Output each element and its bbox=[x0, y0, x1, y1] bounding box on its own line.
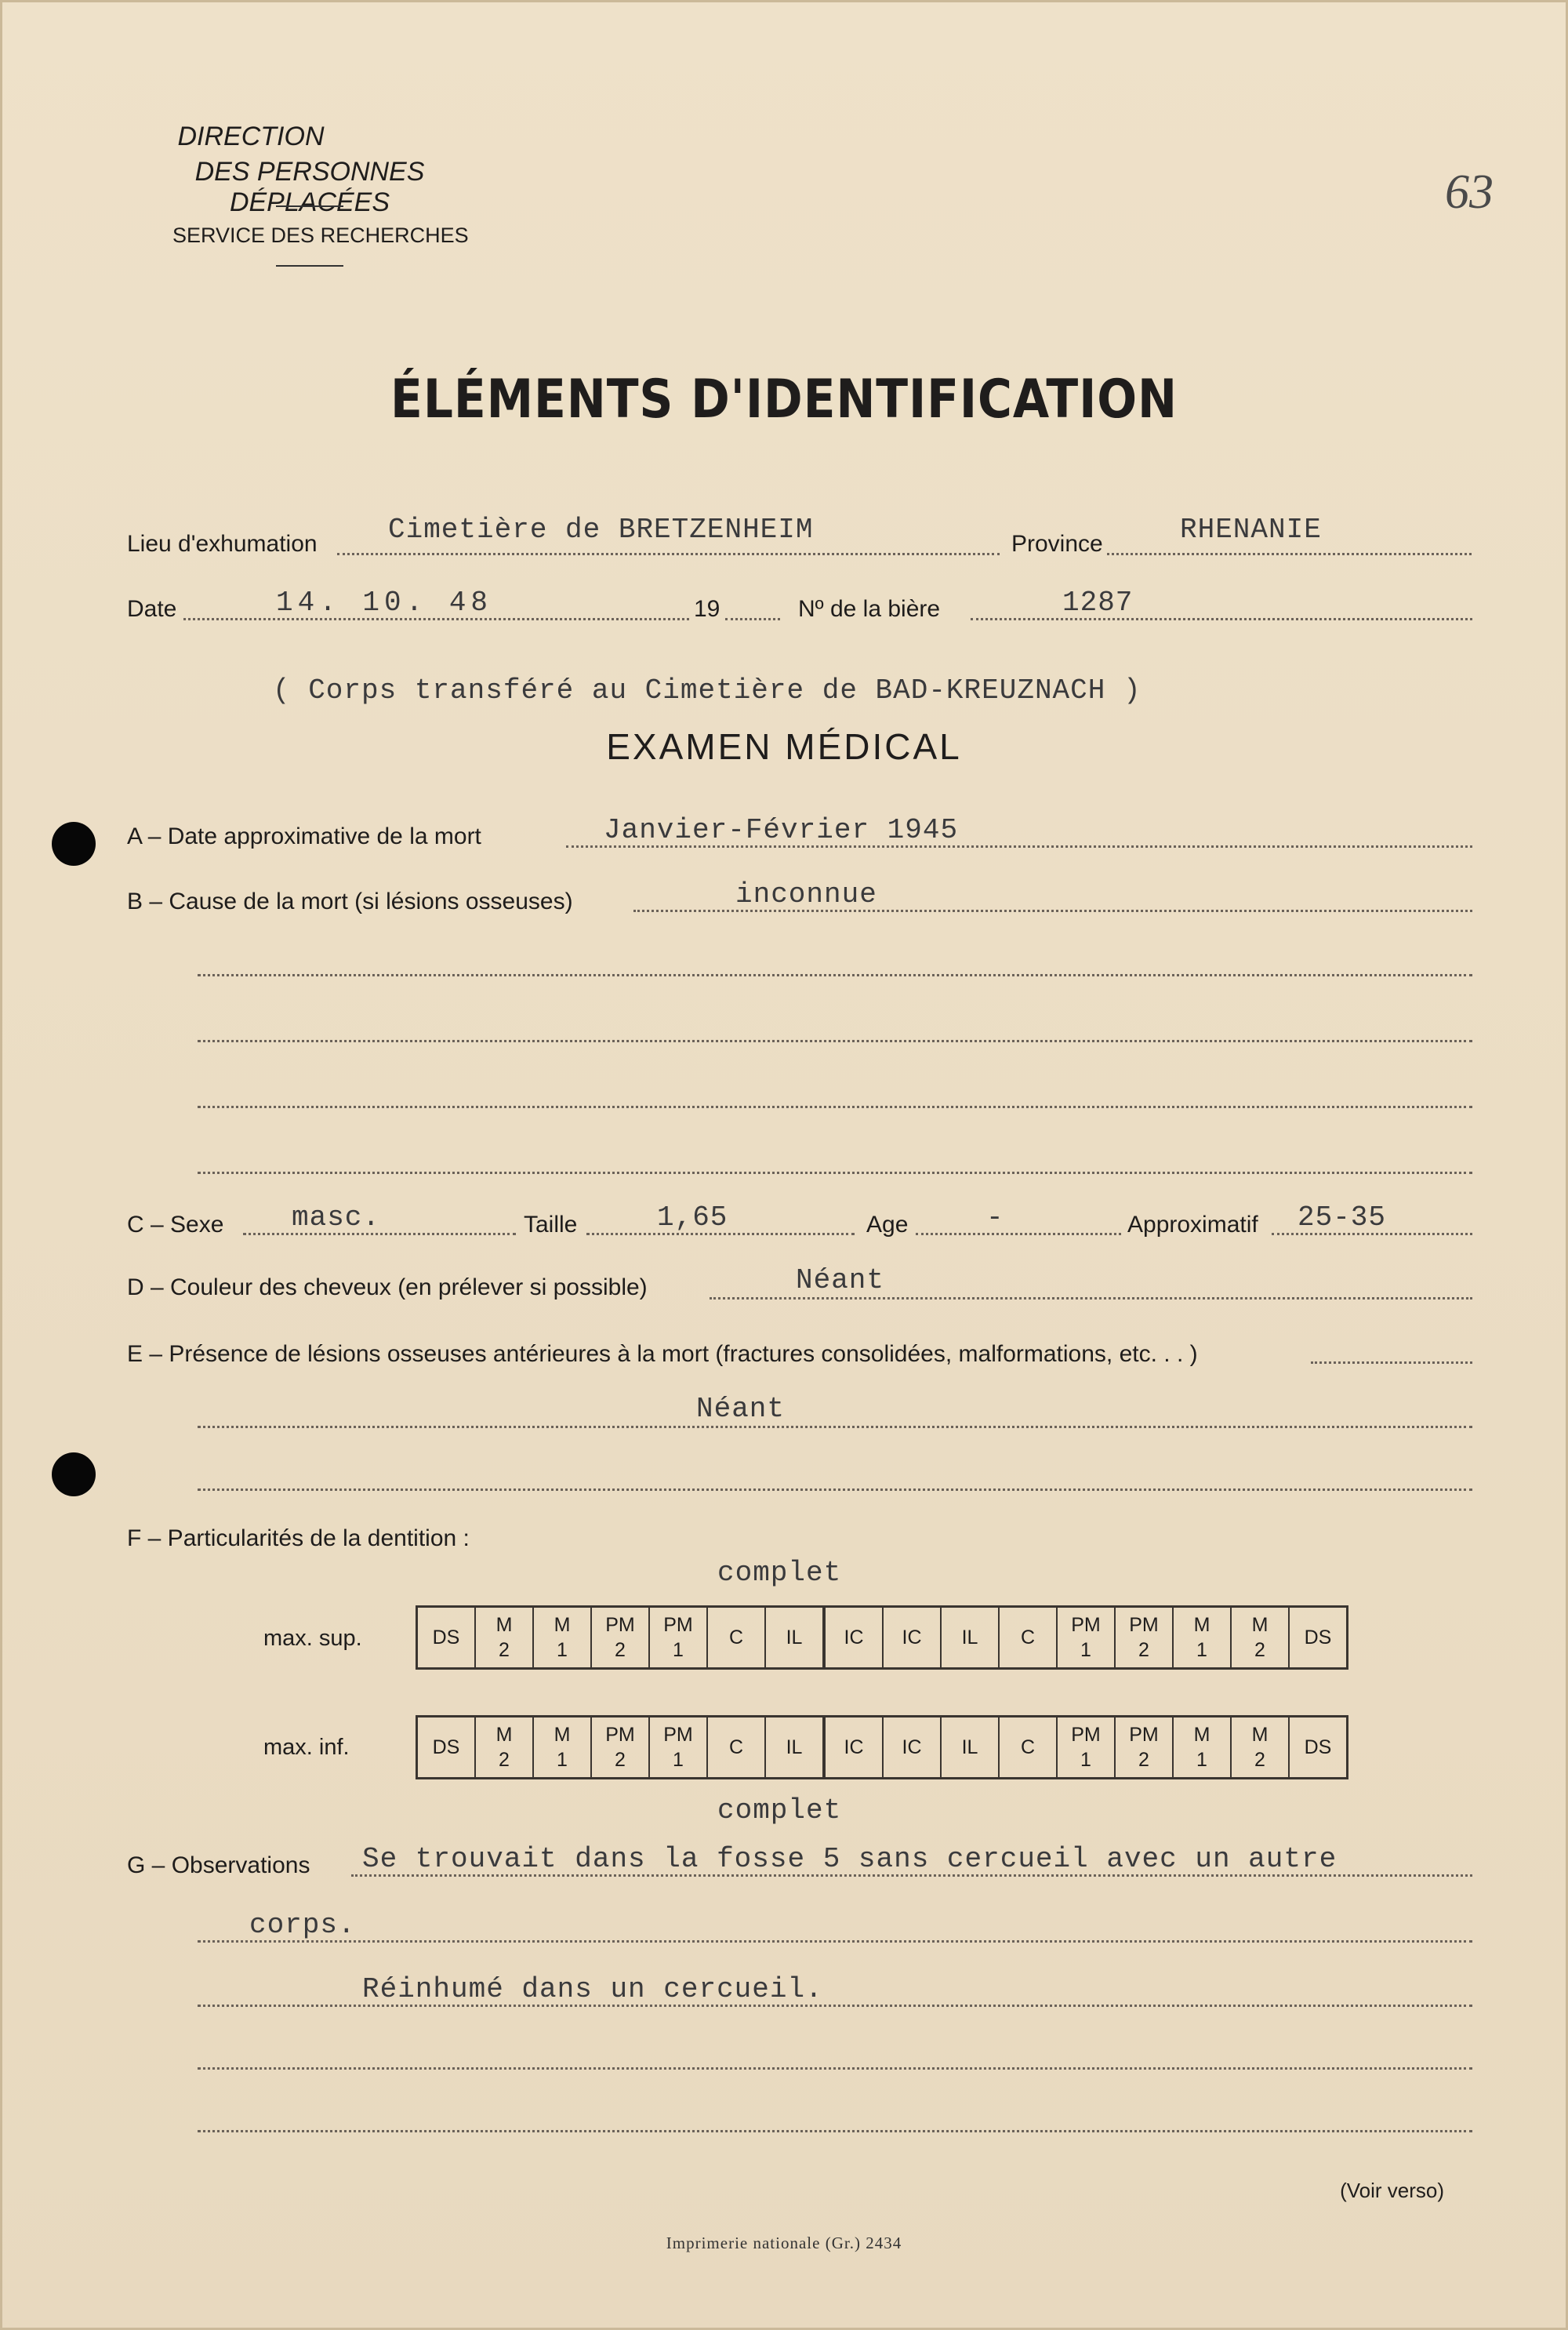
section-b-label: B – Cause de la mort (si lésions osseuses) bbox=[127, 889, 573, 914]
tooth-number: 2 bbox=[1254, 1639, 1265, 1661]
section-c-age-value: - bbox=[986, 1201, 1004, 1234]
biere-label: Nº de la bière bbox=[798, 596, 941, 622]
lower-tooth-13 bbox=[1173, 1717, 1231, 1779]
header-personnes-deplacees: DES PERSONNES DÉPLACÉES bbox=[194, 157, 425, 217]
section-c-taille-label: Taille bbox=[524, 1212, 578, 1238]
section-d-line bbox=[710, 1297, 1472, 1299]
upper-tooth-6 bbox=[765, 1607, 824, 1669]
tooth-code: PM bbox=[1071, 1614, 1101, 1636]
upper-tooth-2 bbox=[533, 1607, 591, 1669]
tooth-number: 1 bbox=[1196, 1639, 1207, 1661]
form-title: ÉLÉMENTS D'IDENTIFICATION bbox=[390, 369, 1178, 431]
section-f-lower-note: complet bbox=[717, 1794, 842, 1827]
tooth-code: M bbox=[495, 1724, 513, 1746]
upper-jaw-table bbox=[416, 1605, 1348, 1670]
upper-tooth-13 bbox=[1173, 1607, 1231, 1669]
section-c-age-line bbox=[916, 1233, 1121, 1235]
tooth-number: 1 bbox=[673, 1639, 684, 1661]
tooth-code: M bbox=[554, 1614, 571, 1636]
lower-tooth-7 bbox=[824, 1717, 883, 1779]
section-g-line-2 bbox=[198, 1940, 1472, 1943]
section-c-sexe-label: C – Sexe bbox=[127, 1212, 224, 1238]
tooth-code: M bbox=[1193, 1614, 1210, 1636]
tooth-number: 2 bbox=[1254, 1749, 1265, 1771]
tooth-code: PM bbox=[605, 1724, 635, 1746]
tooth-code: M bbox=[554, 1724, 571, 1746]
lower-jaw-table bbox=[416, 1715, 1348, 1779]
tooth-code: PM bbox=[1129, 1614, 1159, 1636]
section-b-line-4 bbox=[198, 1106, 1472, 1108]
biere-value: 1287 bbox=[1062, 587, 1134, 619]
tooth-number: 2 bbox=[499, 1639, 510, 1661]
tooth-code: IC bbox=[902, 1627, 922, 1648]
province-label: Province bbox=[1011, 531, 1103, 557]
section-f-upper-note: complet bbox=[717, 1557, 842, 1589]
transfer-note: ( Corps transféré au Cimetière de BAD-KREUZNACH ) bbox=[273, 674, 1142, 707]
upper-tooth-12 bbox=[1115, 1607, 1173, 1669]
century-line bbox=[725, 618, 780, 620]
lower-tooth-5 bbox=[707, 1717, 765, 1779]
tooth-code: PM bbox=[1071, 1724, 1101, 1746]
biere-line bbox=[971, 618, 1472, 620]
tooth-number: 2 bbox=[1138, 1639, 1149, 1661]
header-rule-2 bbox=[276, 265, 343, 267]
section-c-age-label: Age bbox=[866, 1212, 909, 1238]
tooth-number: 1 bbox=[1080, 1749, 1091, 1771]
lower-jaw-label: max. inf. bbox=[263, 1735, 350, 1760]
lower-tooth-6 bbox=[765, 1717, 824, 1779]
upper-tooth-11 bbox=[1057, 1607, 1115, 1669]
tooth-code: PM bbox=[663, 1614, 693, 1636]
province-value: RHENANIE bbox=[1180, 514, 1322, 546]
lower-tooth-0 bbox=[417, 1717, 476, 1779]
tooth-code: C bbox=[1020, 1627, 1036, 1648]
tooth-number: 2 bbox=[615, 1749, 626, 1771]
tooth-code: M bbox=[1193, 1724, 1210, 1746]
lieu-line bbox=[337, 553, 1000, 555]
exam-title: EXAMEN MÉDICAL bbox=[606, 726, 962, 767]
section-g-line-5 bbox=[198, 2130, 1472, 2132]
section-b-line-2 bbox=[198, 974, 1472, 976]
section-g-label: G – Observations bbox=[127, 1852, 310, 1878]
tooth-number: 2 bbox=[1138, 1749, 1149, 1771]
lower-tooth-10 bbox=[999, 1717, 1057, 1779]
lower-tooth-14 bbox=[1231, 1717, 1289, 1779]
section-g-line-1-text: Se trouvait dans la fosse 5 sans cercueil avec un autre bbox=[362, 1843, 1338, 1875]
section-b-line-5 bbox=[198, 1172, 1472, 1174]
tooth-code: IC bbox=[844, 1736, 864, 1758]
header-service: SERVICE DES RECHERCHES bbox=[172, 224, 469, 247]
tooth-code: DS bbox=[432, 1627, 460, 1648]
header-direction: DIRECTION bbox=[177, 122, 325, 151]
section-f-label: F – Particularités de la dentition : bbox=[127, 1525, 470, 1551]
section-g-line-2-text: corps. bbox=[249, 1909, 356, 1941]
section-c-taille-value: 1,65 bbox=[657, 1201, 728, 1234]
tooth-number: 1 bbox=[557, 1639, 568, 1661]
tooth-code: IL bbox=[961, 1736, 978, 1758]
tooth-number: 1 bbox=[1196, 1749, 1207, 1771]
tooth-code: DS bbox=[1304, 1627, 1332, 1648]
printer-line: Imprimerie nationale (Gr.) 2434 bbox=[666, 2234, 902, 2252]
tooth-code: IL bbox=[786, 1736, 803, 1758]
lower-tooth-15 bbox=[1289, 1717, 1348, 1779]
header-rule-1 bbox=[276, 205, 343, 207]
section-g-line-4 bbox=[198, 2067, 1472, 2070]
upper-tooth-5 bbox=[707, 1607, 765, 1669]
section-a-value: Janvier-Février 1945 bbox=[604, 814, 959, 846]
section-e-label: E – Présence de lésions osseuses antérieures à la mort (fractures consolidées, malformations, etc. . . ) bbox=[127, 1341, 1198, 1367]
tooth-code: PM bbox=[1129, 1724, 1159, 1746]
tooth-code: PM bbox=[605, 1614, 635, 1636]
lower-tooth-4 bbox=[649, 1717, 707, 1779]
lower-tooth-1 bbox=[475, 1717, 533, 1779]
tooth-code: C bbox=[728, 1627, 744, 1648]
section-e-line-3 bbox=[198, 1489, 1472, 1491]
upper-jaw-label: max. sup. bbox=[263, 1626, 362, 1651]
section-e-value: Néant bbox=[696, 1393, 786, 1425]
tooth-code: IC bbox=[902, 1736, 922, 1758]
section-b-value: inconnue bbox=[735, 878, 877, 911]
lower-tooth-12 bbox=[1115, 1717, 1173, 1779]
tooth-code: C bbox=[1020, 1736, 1036, 1758]
upper-tooth-9 bbox=[941, 1607, 999, 1669]
section-a-label: A – Date approximative de la mort bbox=[127, 823, 481, 849]
century-label: 19 bbox=[694, 596, 720, 622]
tooth-code: M bbox=[495, 1614, 513, 1636]
province-line bbox=[1107, 553, 1472, 555]
upper-tooth-7 bbox=[824, 1607, 883, 1669]
upper-tooth-4 bbox=[649, 1607, 707, 1669]
tooth-code: C bbox=[728, 1736, 744, 1758]
section-c-approx-label: Approximatif bbox=[1127, 1212, 1258, 1238]
lieu-label: Lieu d'exhumation bbox=[127, 531, 318, 557]
tooth-number: 1 bbox=[557, 1749, 568, 1771]
section-g-line-3-text: Réinhumé dans un cercueil. bbox=[362, 1973, 823, 2005]
upper-tooth-15 bbox=[1289, 1607, 1348, 1669]
section-e-line-2 bbox=[198, 1426, 1472, 1428]
upper-tooth-0 bbox=[417, 1607, 476, 1669]
tooth-code: PM bbox=[663, 1724, 693, 1746]
section-e-line bbox=[1311, 1361, 1472, 1364]
tooth-number: 2 bbox=[499, 1749, 510, 1771]
lower-tooth-9 bbox=[941, 1717, 999, 1779]
lieu-value: Cimetière de BRETZENHEIM bbox=[388, 514, 814, 546]
tooth-code: M bbox=[1251, 1724, 1269, 1746]
punch-hole-bottom bbox=[52, 1452, 96, 1496]
section-c-approx-value: 25-35 bbox=[1298, 1201, 1387, 1234]
tooth-code: IL bbox=[961, 1627, 978, 1648]
section-d-label: D – Couleur des cheveux (en prélever si possible) bbox=[127, 1274, 648, 1300]
upper-tooth-1 bbox=[475, 1607, 533, 1669]
upper-tooth-14 bbox=[1231, 1607, 1289, 1669]
voir-verso: (Voir verso) bbox=[1340, 2179, 1444, 2202]
lower-tooth-2 bbox=[533, 1717, 591, 1779]
tooth-number: 1 bbox=[673, 1749, 684, 1771]
tooth-code: DS bbox=[432, 1736, 460, 1758]
tooth-code: M bbox=[1251, 1614, 1269, 1636]
tooth-code: IC bbox=[844, 1627, 864, 1648]
date-value: 14. 10. 48 bbox=[276, 587, 493, 619]
lower-tooth-8 bbox=[883, 1717, 941, 1779]
upper-tooth-3 bbox=[591, 1607, 649, 1669]
date-label: Date bbox=[127, 596, 177, 622]
section-b-line-3 bbox=[198, 1040, 1472, 1042]
tooth-number: 1 bbox=[1080, 1639, 1091, 1661]
section-d-value: Néant bbox=[796, 1264, 885, 1296]
upper-tooth-10 bbox=[999, 1607, 1057, 1669]
lower-tooth-11 bbox=[1057, 1717, 1115, 1779]
tooth-code: IL bbox=[786, 1627, 803, 1648]
lower-tooth-3 bbox=[591, 1717, 649, 1779]
upper-tooth-8 bbox=[883, 1607, 941, 1669]
section-c-sexe-value: masc. bbox=[292, 1201, 381, 1234]
punch-hole-top bbox=[52, 822, 96, 866]
tooth-number: 2 bbox=[615, 1639, 626, 1661]
page-number: 63 bbox=[1445, 165, 1494, 219]
tooth-code: DS bbox=[1304, 1736, 1332, 1758]
